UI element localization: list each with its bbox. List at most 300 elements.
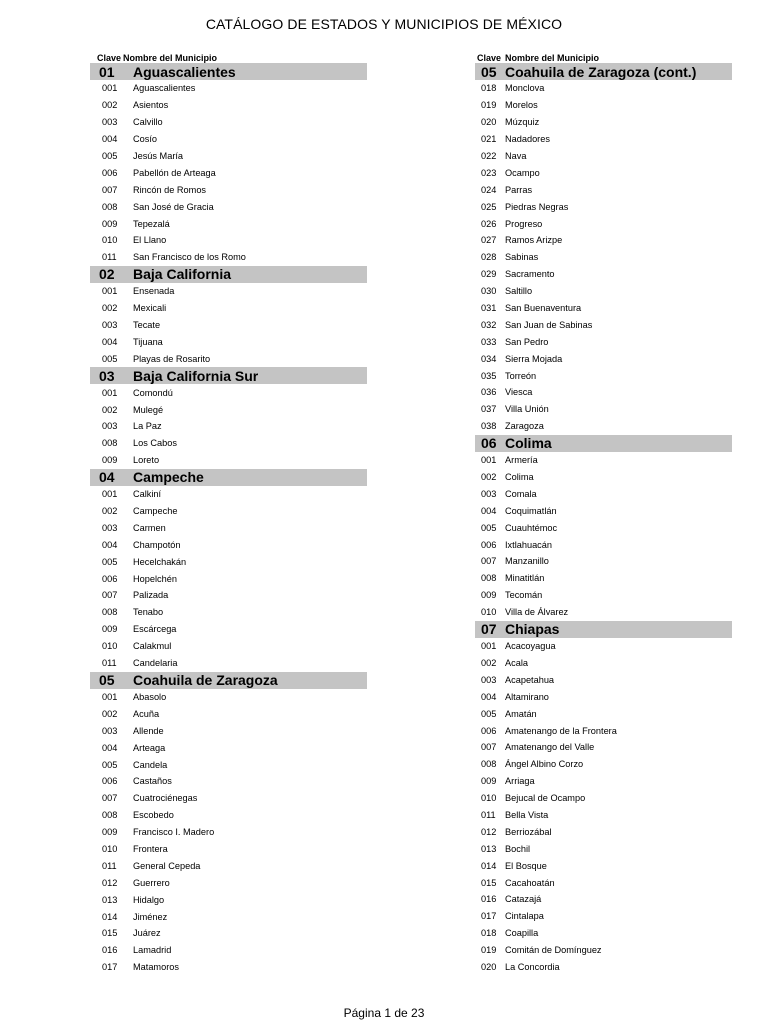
state-code: 06 (481, 435, 497, 452)
municipality-name: Allende (133, 725, 164, 736)
municipality-code: 003 (102, 421, 118, 432)
municipality-row (90, 824, 367, 841)
municipality-row (90, 621, 367, 638)
municipality-name: Progreso (505, 218, 543, 229)
municipality-row (90, 97, 367, 114)
municipality-name: Carmen (133, 522, 166, 533)
municipality-name: Castaños (133, 776, 172, 787)
municipality-code: 004 (102, 742, 118, 753)
municipality-name: Amatenango de la Frontera (505, 725, 617, 736)
municipality-row (475, 773, 732, 790)
municipality-code: 001 (102, 489, 118, 500)
municipality-name: Bella Vista (505, 809, 549, 820)
municipality-name: Coapilla (505, 928, 539, 939)
municipality-code: 001 (102, 387, 118, 398)
municipality-code: 013 (102, 894, 118, 905)
municipality-code: 004 (481, 505, 497, 516)
municipality-code: 022 (481, 151, 497, 161)
municipality-code: 012 (481, 826, 497, 837)
municipality-code: 003 (102, 522, 118, 533)
page-number: Página 1 de 23 (343, 1006, 425, 1020)
catalog-list-right (475, 63, 732, 975)
municipality-code: 005 (102, 353, 118, 364)
municipality-code: 033 (481, 336, 497, 347)
municipality-row (90, 181, 367, 198)
municipality-name: Cosío (133, 134, 158, 145)
municipality-row (475, 722, 732, 739)
municipality-row (475, 367, 732, 384)
municipality-code: 004 (102, 539, 118, 550)
municipality-name: Nava (505, 151, 527, 161)
municipality-code: 005 (102, 759, 118, 770)
municipality-code: 002 (481, 657, 497, 668)
municipality-code: 008 (102, 438, 118, 449)
municipality-row (475, 570, 732, 587)
state-header (475, 435, 732, 452)
municipality-row (90, 283, 367, 300)
municipality-name: Acapetahua (505, 674, 555, 685)
state-name: Colima (505, 435, 552, 452)
municipality-row (90, 739, 367, 756)
municipality-row (475, 604, 732, 621)
municipality-name: Escárcega (133, 624, 177, 635)
municipality-name: Candela (133, 759, 168, 770)
municipality-name: San Francisco de los Romo (133, 252, 246, 263)
municipality-code: 024 (481, 184, 497, 195)
municipality-row (475, 739, 732, 756)
municipality-row (90, 131, 367, 148)
municipality-name: Comala (505, 488, 537, 499)
municipality-code: 030 (481, 286, 497, 297)
municipality-row (90, 300, 367, 317)
municipality-name: Calvillo (133, 117, 163, 128)
municipality-code: 010 (102, 235, 118, 246)
catalog-list-left (90, 63, 367, 976)
municipality-code: 008 (102, 810, 118, 821)
municipality-name: Berriozábal (505, 826, 552, 837)
municipality-code: 028 (481, 252, 497, 263)
municipality-row (90, 891, 367, 908)
municipality-name: Sierra Mojada (505, 353, 563, 364)
municipality-name: El Llano (133, 235, 167, 246)
municipality-name: Comitán de Domínguez (505, 945, 602, 956)
municipality-name: Colima (505, 472, 534, 483)
municipality-code: 006 (102, 167, 118, 178)
municipality-code: 007 (481, 556, 497, 567)
municipality-code: 031 (481, 303, 497, 314)
municipality-row (475, 469, 732, 486)
municipality-row (90, 536, 367, 553)
municipality-name: Amatenango del Valle (505, 742, 595, 753)
municipality-row (475, 350, 732, 367)
municipality-name: Frontera (133, 843, 168, 854)
municipality-code: 007 (102, 184, 118, 195)
municipality-name: Jiménez (133, 911, 168, 922)
municipality-row (475, 891, 732, 908)
municipality-row (475, 655, 732, 672)
municipality-name: Acacoyagua (505, 641, 556, 652)
municipality-name: Ensenada (133, 286, 175, 297)
municipality-row (90, 486, 367, 503)
municipality-row (90, 249, 367, 266)
municipality-row (90, 722, 367, 739)
page-title: CATÁLOGO DE ESTADOS Y MUNICIPIOS DE MÉXICO (205, 16, 563, 32)
municipality-code: 009 (102, 218, 118, 229)
municipality-name: Villa Unión (505, 404, 549, 415)
municipality-row (90, 384, 367, 401)
state-code: 07 (481, 621, 497, 638)
municipality-code: 015 (102, 928, 118, 939)
municipality-row (90, 705, 367, 722)
municipality-code: 017 (481, 911, 497, 922)
column-header (475, 50, 732, 63)
municipality-code: 017 (102, 962, 118, 973)
municipality-code: 002 (102, 100, 118, 111)
municipality-code: 020 (481, 117, 497, 128)
municipality-name: Coquimatlán (505, 505, 557, 516)
municipality-code: 009 (102, 455, 118, 466)
municipality-code: 012 (102, 877, 118, 888)
municipality-row (475, 857, 732, 874)
municipality-code: 016 (481, 894, 497, 905)
municipality-code: 014 (481, 860, 497, 871)
municipality-code: 001 (102, 286, 118, 297)
municipality-row (475, 536, 732, 553)
municipality-row (475, 316, 732, 333)
catalog-column-right (475, 50, 732, 975)
municipality-code: 038 (481, 421, 497, 432)
municipality-code: 004 (102, 134, 118, 145)
municipality-code: 036 (481, 387, 497, 398)
municipality-row (90, 401, 367, 418)
state-header (475, 63, 732, 80)
municipality-name: La Paz (133, 421, 162, 432)
municipality-row (90, 452, 367, 469)
municipality-name: Morelos (505, 100, 538, 111)
municipality-code: 003 (102, 725, 118, 736)
municipality-code: 001 (102, 691, 118, 702)
state-header (90, 63, 367, 80)
municipality-name: El Bosque (505, 860, 547, 871)
municipality-row (475, 80, 732, 97)
municipality-code: 023 (481, 167, 497, 178)
municipality-name: Los Cabos (133, 438, 177, 449)
municipality-row (475, 418, 732, 435)
municipality-row (475, 959, 732, 976)
municipality-name: Ixtlahuacán (505, 539, 552, 550)
municipality-name: Minatitlán (505, 573, 545, 584)
municipality-row (90, 519, 367, 536)
municipality-name: Sacramento (505, 269, 555, 280)
municipality-code: 004 (481, 691, 497, 702)
municipality-row (90, 80, 367, 97)
municipality-code: 002 (102, 506, 118, 517)
municipality-row (475, 114, 732, 131)
municipality-code: 009 (102, 827, 118, 838)
municipality-row (90, 148, 367, 165)
state-name: Coahuila de Zaragoza (133, 672, 278, 688)
municipality-code: 001 (102, 83, 118, 94)
municipality-code: 007 (481, 742, 497, 753)
municipality-name: San José de Gracia (133, 201, 214, 212)
municipality-code: 003 (481, 488, 497, 499)
municipality-code: 005 (481, 522, 497, 533)
municipality-row (90, 198, 367, 215)
municipality-row (90, 333, 367, 350)
municipality-row (475, 485, 732, 502)
municipality-code: 018 (481, 928, 497, 939)
municipality-row (475, 671, 732, 688)
state-name: Baja California (133, 266, 232, 283)
municipality-code: 015 (481, 877, 497, 888)
municipality-row (475, 688, 732, 705)
municipality-code: 005 (481, 708, 497, 719)
municipality-row (90, 435, 367, 452)
municipality-row (475, 97, 732, 114)
municipality-name: Bochil (505, 843, 531, 854)
state-name: Campeche (133, 469, 204, 486)
municipality-row (475, 807, 732, 824)
municipality-row (475, 384, 732, 401)
municipality-row (475, 333, 732, 350)
municipality-name: Abasolo (133, 691, 167, 702)
municipality-row (90, 942, 367, 959)
municipality-name: Nadadores (505, 134, 550, 145)
municipality-code: 008 (102, 201, 118, 212)
municipality-row (90, 604, 367, 621)
municipality-row (475, 638, 732, 655)
municipality-code: 025 (481, 201, 497, 212)
municipality-row (475, 790, 732, 807)
state-header (475, 621, 732, 638)
catalog-column-left (90, 50, 367, 976)
municipality-code: 010 (102, 641, 118, 652)
municipality-code: 029 (481, 269, 497, 280)
municipality-row (475, 283, 732, 300)
municipality-code: 007 (102, 793, 118, 804)
municipality-code: 010 (481, 607, 497, 618)
municipality-code: 018 (481, 83, 497, 94)
municipality-name: Torreón (505, 370, 537, 381)
municipality-name: Villa de Álvarez (505, 607, 569, 618)
municipality-name: Calakmul (133, 641, 172, 652)
municipality-name: Saltillo (505, 286, 533, 297)
municipality-name: Sabinas (505, 252, 539, 263)
municipality-name: San Juan de Sabinas (505, 319, 593, 330)
municipality-name: Pabellón de Arteaga (133, 167, 216, 178)
municipality-row (90, 418, 367, 435)
municipality-name: Altamirano (505, 691, 549, 702)
municipality-name: Asientos (133, 100, 169, 111)
municipality-row (90, 215, 367, 232)
state-code: 05 (99, 672, 115, 688)
municipality-code: 034 (481, 353, 497, 364)
municipality-row (475, 553, 732, 570)
municipality-row (475, 249, 732, 266)
municipality-row (475, 452, 732, 469)
municipality-name: Juárez (133, 928, 161, 939)
municipality-name: Jesús María (133, 151, 184, 161)
state-name: Chiapas (505, 621, 560, 638)
municipality-code: 011 (481, 809, 496, 820)
header-clave: Clave (477, 53, 502, 63)
municipality-code: 008 (102, 607, 118, 618)
municipality-row (475, 823, 732, 840)
municipality-code: 032 (481, 319, 497, 330)
state-name: Baja California Sur (133, 367, 259, 384)
municipality-code: 002 (481, 472, 497, 483)
municipality-name: Tecate (133, 320, 161, 331)
municipality-row (90, 164, 367, 181)
municipality-name: Playas de Rosarito (133, 353, 211, 364)
municipality-code: 006 (102, 776, 118, 787)
municipality-code: 005 (102, 151, 118, 161)
municipality-name: Hopelchén (133, 573, 177, 584)
municipality-name: Piedras Negras (505, 201, 569, 212)
municipality-code: 013 (481, 843, 497, 854)
municipality-row (90, 756, 367, 773)
municipality-code: 014 (102, 911, 118, 922)
state-header (90, 367, 367, 384)
municipality-name: Calkiní (133, 489, 162, 500)
municipality-name: Ángel Albino Corzo (505, 759, 584, 770)
municipality-code: 003 (481, 674, 497, 685)
municipality-row (475, 502, 732, 519)
municipality-code: 009 (102, 624, 118, 635)
municipality-row (90, 689, 367, 706)
municipality-name: Cuatrociénegas (133, 793, 198, 804)
municipality-code: 027 (481, 235, 497, 246)
municipality-name: Parras (505, 184, 533, 195)
municipality-name: Manzanillo (505, 556, 549, 567)
municipality-row (90, 874, 367, 891)
municipality-row (475, 181, 732, 198)
municipality-code: 011 (102, 860, 117, 871)
municipality-name: Campeche (133, 506, 178, 517)
municipality-name: Viesca (505, 387, 533, 398)
municipality-name: Armería (505, 455, 538, 466)
municipality-row (90, 773, 367, 790)
municipality-name: Tepezalá (133, 218, 170, 229)
municipality-row (90, 638, 367, 655)
municipality-row (90, 553, 367, 570)
municipality-code: 003 (102, 117, 118, 128)
municipality-name: Rincón de Romos (133, 184, 207, 195)
municipality-row (90, 790, 367, 807)
municipality-name: Ramos Arizpe (505, 235, 563, 246)
municipality-row (475, 266, 732, 283)
municipality-row (475, 215, 732, 232)
state-name: Coahuila de Zaragoza (cont.) (505, 63, 697, 80)
municipality-name: La Concordia (505, 961, 560, 972)
municipality-name: Tenabo (133, 607, 164, 618)
municipality-name: San Buenaventura (505, 303, 582, 314)
municipality-row (475, 148, 732, 165)
municipality-row (90, 587, 367, 604)
municipality-row (475, 705, 732, 722)
municipality-name: Francisco I. Madero (133, 827, 215, 838)
municipality-name: Hecelchakán (133, 556, 187, 567)
municipality-row (90, 841, 367, 858)
municipality-code: 003 (102, 320, 118, 331)
municipality-row (90, 959, 367, 976)
municipality-row (90, 925, 367, 942)
municipality-name: Tijuana (133, 336, 163, 347)
municipality-name: Múzquiz (505, 117, 540, 128)
municipality-name: Guerrero (133, 877, 170, 888)
state-header (90, 672, 367, 689)
municipality-row (475, 942, 732, 959)
municipality-name: Cacahoatán (505, 877, 555, 888)
municipality-code: 004 (102, 336, 118, 347)
municipality-name: General Cepeda (133, 860, 201, 871)
municipality-name: Arriaga (505, 776, 535, 787)
state-code: 01 (99, 63, 115, 80)
municipality-name: Champotón (133, 539, 181, 550)
municipality-name: Catazajá (505, 894, 542, 905)
municipality-code: 002 (102, 303, 118, 314)
state-code: 05 (481, 63, 497, 80)
municipality-code: 001 (481, 641, 497, 652)
municipality-code: 002 (102, 404, 118, 415)
state-header (90, 469, 367, 486)
municipality-row (90, 114, 367, 131)
municipality-row (475, 401, 732, 418)
column-header (90, 50, 367, 63)
municipality-code: 011 (102, 658, 117, 669)
municipality-row (475, 908, 732, 925)
municipality-name: Arteaga (133, 742, 166, 753)
header-nombre: Nombre del Municipio (123, 53, 218, 63)
header-nombre: Nombre del Municipio (505, 53, 600, 63)
municipality-code: 007 (102, 590, 118, 601)
municipality-name: Aguascalientes (133, 83, 196, 94)
municipality-name: Lamadrid (133, 945, 172, 956)
municipality-name: Cintalapa (505, 911, 544, 922)
municipality-name: Amatán (505, 708, 537, 719)
municipality-name: San Pedro (505, 336, 549, 347)
municipality-row (90, 807, 367, 824)
municipality-code: 010 (102, 843, 118, 854)
municipality-code: 006 (481, 725, 497, 736)
municipality-row (475, 925, 732, 942)
municipality-row (475, 840, 732, 857)
municipality-code: 011 (102, 252, 117, 263)
municipality-name: Escobedo (133, 810, 174, 821)
municipality-code: 019 (481, 100, 497, 111)
municipality-code: 005 (102, 556, 118, 567)
municipality-name: Hidalgo (133, 894, 165, 905)
municipality-row (475, 300, 732, 317)
municipality-code: 021 (481, 134, 497, 145)
municipality-row (475, 198, 732, 215)
municipality-name: Acala (505, 657, 528, 668)
municipality-code: 016 (102, 945, 118, 956)
municipality-row (90, 232, 367, 249)
municipality-row (90, 857, 367, 874)
municipality-code: 009 (481, 590, 497, 601)
municipality-code: 026 (481, 218, 497, 229)
municipality-code: 002 (102, 708, 118, 719)
state-code: 02 (99, 266, 115, 283)
municipality-row (90, 350, 367, 367)
municipality-row (90, 503, 367, 520)
municipality-name: Zaragoza (505, 421, 544, 432)
municipality-row (475, 164, 732, 181)
state-code: 03 (99, 367, 115, 384)
municipality-name: Loreto (133, 455, 160, 466)
municipality-code: 035 (481, 370, 497, 381)
